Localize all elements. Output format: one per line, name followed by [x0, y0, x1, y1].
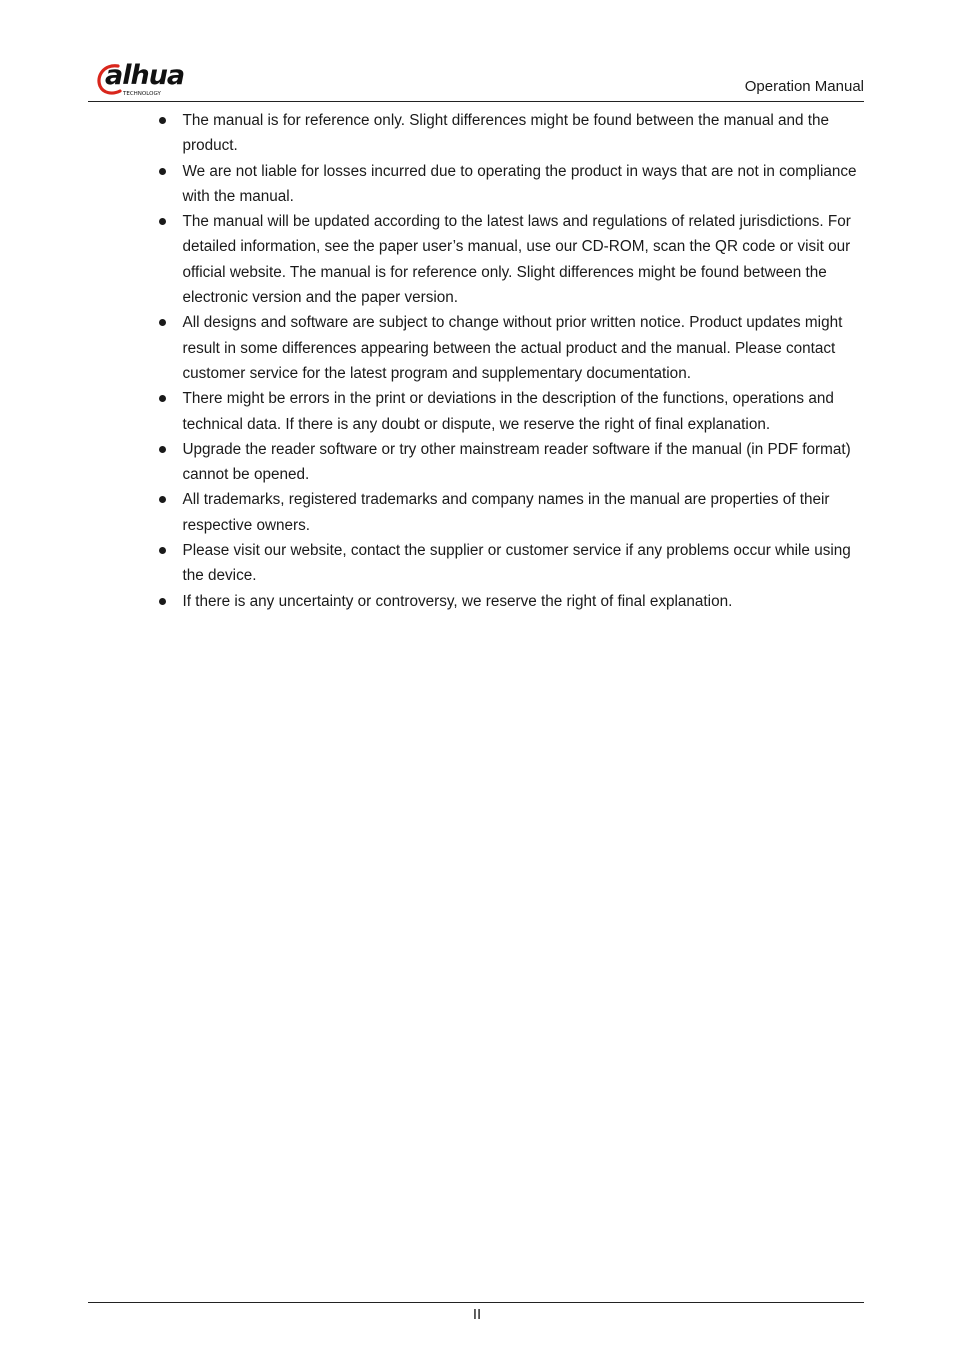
note-text: If there is any uncertainty or controversy, we reserve the right of final explanation. [182, 592, 733, 610]
bullet-icon [159, 168, 166, 175]
note-item [156, 487, 866, 538]
note-item [156, 589, 866, 614]
note-text: The manual is for reference only. Slight differences might be found between the manual and the product. [182, 112, 830, 155]
logo-subtext: TECHNOLOGY [123, 91, 161, 97]
note-item [156, 159, 866, 210]
page-header [88, 56, 864, 102]
logo-wordmark: alhua [105, 60, 185, 91]
note-text: Upgrade the reader software or try other mainstream reader software if the manual (in PDF format) cannot be opened. [182, 440, 851, 484]
note-text: There might be errors in the print or deviations in the description of the functions, operations and technical data. If there is any doubt or dispute, we reserve the right of final explanation. [182, 390, 834, 433]
note-text: Please visit our website, contact the supplier or customer service if any problems occur while using the device. [182, 542, 851, 585]
note-item [156, 437, 866, 488]
bullet-icon [159, 218, 166, 225]
note-text: All trademarks, registered trademarks and company names in the manual are properties of their respective owners. [182, 491, 830, 534]
note-item [156, 538, 866, 589]
bullet-icon [159, 446, 166, 453]
header-title: Operation Manual [744, 78, 864, 95]
note-item [156, 108, 866, 159]
note-item [156, 310, 866, 386]
bullet-icon [159, 395, 166, 402]
note-text: We are not liable for losses incurred due to operating the product in ways that are not in compliance with the manual. [182, 162, 857, 205]
bullet-icon [159, 319, 166, 326]
note-item [156, 386, 866, 437]
bullet-icon [159, 598, 166, 605]
footer-divider [88, 1302, 864, 1303]
bullet-icon [159, 547, 166, 554]
notes-list [156, 108, 866, 614]
note-text: All designs and software are subject to change without prior written notice. Product updates might result in some differences appearing between the actual product and the manual. Please contact customer service for the latest program and supplementary documentation. [182, 314, 843, 382]
page-number: II [472, 1306, 482, 1323]
bullet-icon [159, 117, 166, 124]
bullet-icon [159, 496, 166, 503]
dahua-logo [96, 58, 208, 98]
note-item [156, 209, 866, 310]
note-text: The manual will be updated according to the latest laws and regulations of related jurisdictions. For detailed information, see the paper user’s manual, use our CD-ROM, scan the QR code or visit our official website. The manual is for reference only. Slight differences might be found between the electronic version and the paper version. [182, 213, 851, 307]
